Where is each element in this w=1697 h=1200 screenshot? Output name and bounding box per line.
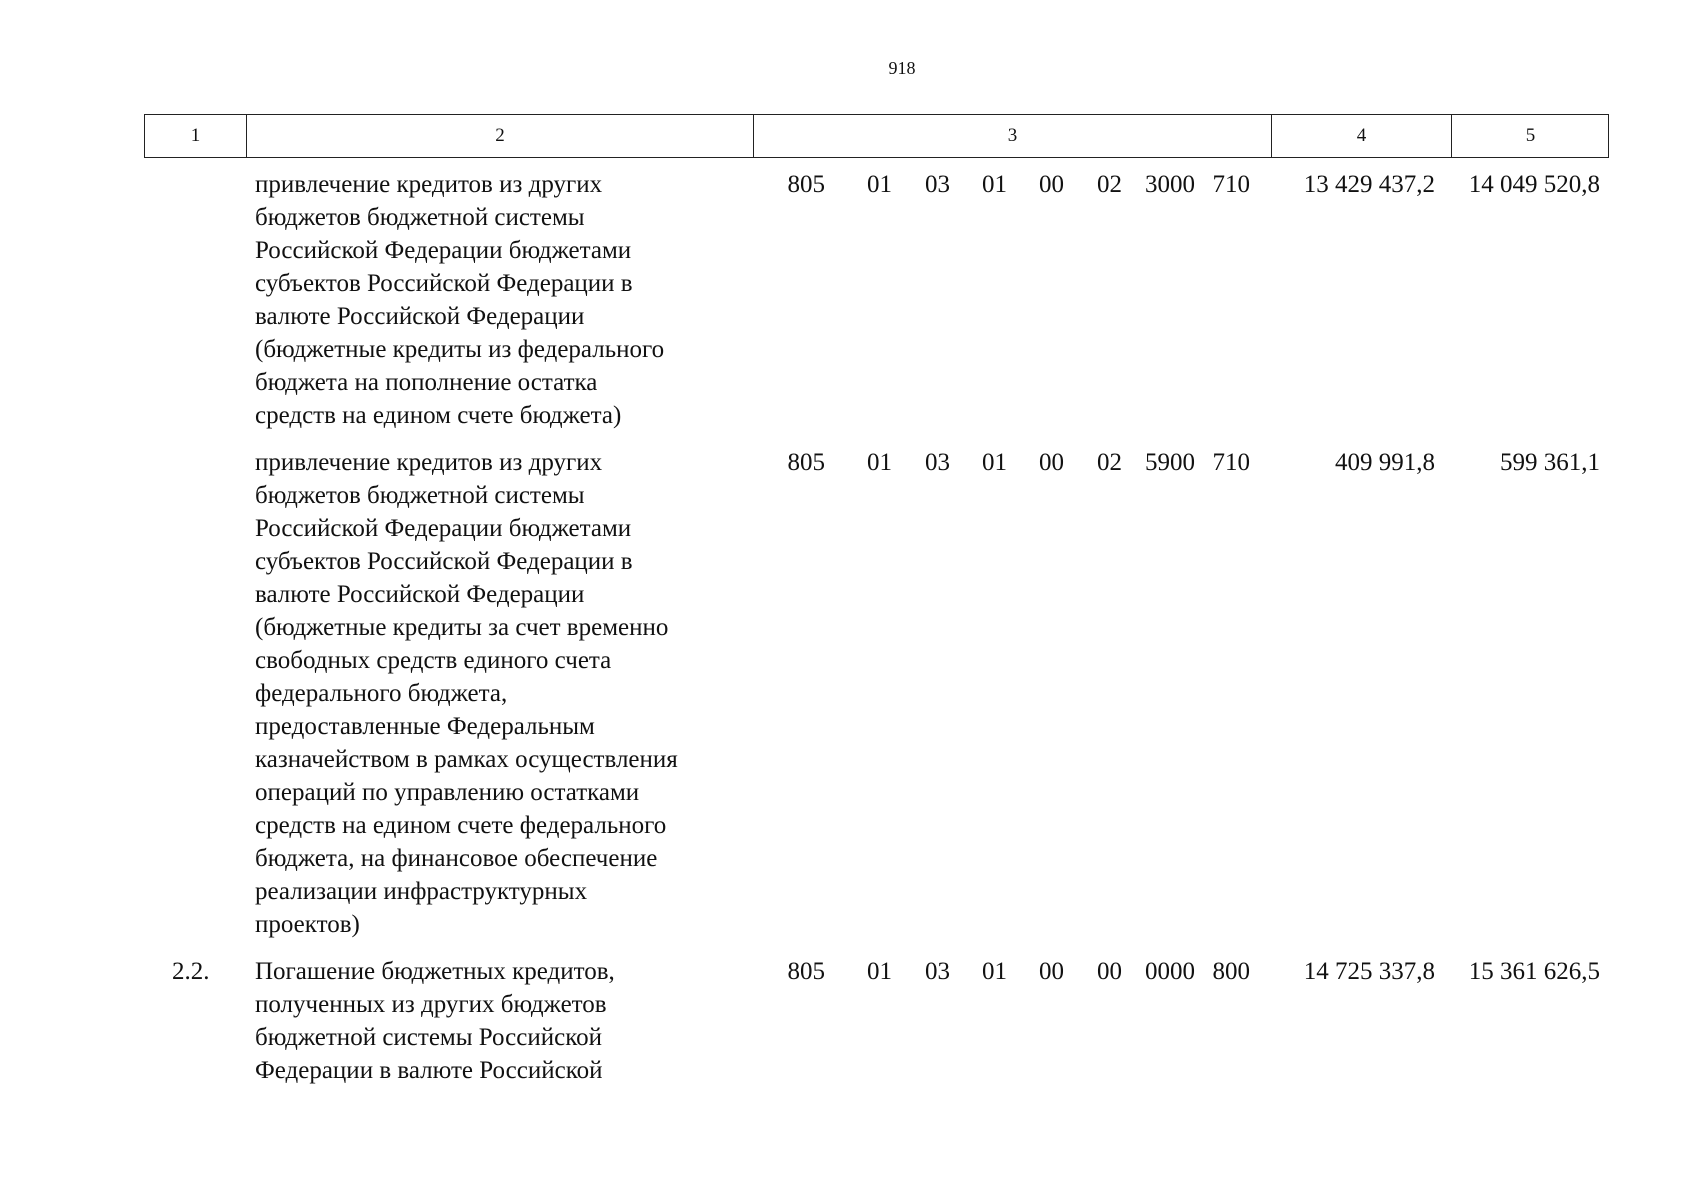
code-article: 01 [982,449,1007,476]
amount-col-5: 599 361,1 [1500,449,1600,476]
code-program: 3000 [1145,171,1195,198]
header-col-1: 1 [144,115,246,157]
code-group: 01 [867,171,892,198]
code-program: 0000 [1145,958,1195,985]
code-chapter: 805 [787,958,825,985]
code-kosgu: 710 [1212,171,1250,198]
amount-col-4: 14 725 337,8 [1303,958,1435,985]
header-col-4: 4 [1271,115,1451,157]
code-element: 00 [1097,958,1122,985]
code-program: 5900 [1145,449,1195,476]
page-number: 918 [888,58,916,78]
code-chapter: 805 [787,449,825,476]
header-col-3: 3 [753,115,1271,157]
code-kosgu: 800 [1212,958,1250,985]
code-subgroup: 03 [925,449,950,476]
code-subarticle: 00 [1039,449,1064,476]
code-article: 01 [982,958,1007,985]
code-kosgu: 710 [1212,449,1250,476]
code-subgroup: 03 [925,171,950,198]
header-col-5: 5 [1451,115,1609,157]
table-header-row [144,114,1609,158]
code-group: 01 [867,449,892,476]
amount-col-4: 409 991,8 [1335,449,1435,476]
row-description: привлечение кредитов из других бюджетов бюджетной системы Российской Федерации бюджетами субъектов Российской Федерации в валюте Российской Федерации (бюджетные кредиты за счет временно свободных средств единого счета федерального бюджета, предоставленные Федеральным казначейством в рамках осуществления операций по управлению остатками средств на едином счете федерального бюджета, на финансовое обеспечение реализации инфраструктурных проектов) [255,449,678,938]
code-article: 01 [982,171,1007,198]
row-description: привлечение кредитов из других бюджетов бюджетной системы Российской Федерации бюджетами субъектов Российской Федерации в валюте Российской Федерации (бюджетные кредиты из федерального бюджета на пополнение остатка средств на едином счете бюджета) [255,171,665,429]
code-group: 01 [867,958,892,985]
amount-col-5: 15 361 626,5 [1468,958,1600,985]
row-description: Погашение бюджетных кредитов, полученных из других бюджетов бюджетной системы Российской Федерации в валюте Российской [255,958,615,1084]
code-element: 02 [1097,171,1122,198]
amount-col-5: 14 049 520,8 [1468,171,1600,198]
code-subgroup: 03 [925,958,950,985]
header-col-2: 2 [246,115,753,157]
code-chapter: 805 [787,171,825,198]
amount-col-4: 13 429 437,2 [1303,171,1435,198]
row-number: 2.2. [172,958,210,985]
code-element: 02 [1097,449,1122,476]
code-subarticle: 00 [1039,958,1064,985]
code-subarticle: 00 [1039,171,1064,198]
